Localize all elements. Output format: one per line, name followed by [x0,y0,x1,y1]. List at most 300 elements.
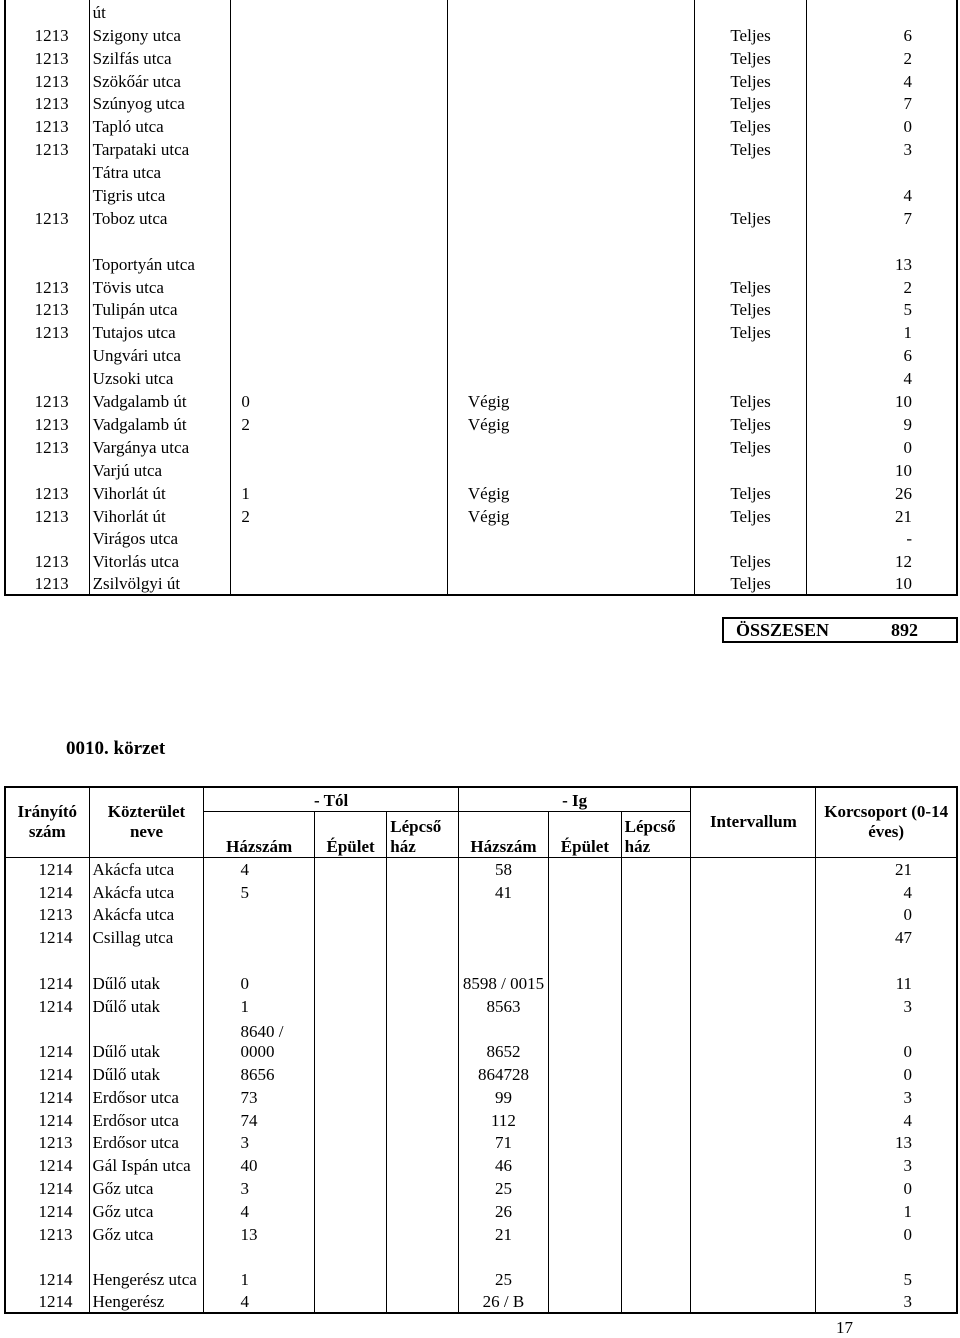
ig-lepcsohaz-cell [621,1153,691,1176]
iranyitoszam-cell: 1213 [5,137,89,160]
korcsoport-cell: 1 [806,320,957,343]
ig-lepcsohaz-cell [621,1131,691,1154]
korcsoport-cell: 3 [806,137,957,160]
kozterulet-cell: Csillag utca [89,925,204,948]
table-row [5,229,957,275]
iranyitoszam-cell: 1213 [5,903,89,926]
tol-cell [231,343,447,366]
tol-lepcsohaz-cell [387,1062,458,1085]
intervallum-cell: Teljes [695,92,806,115]
ig-cell [447,320,695,343]
kozterulet-cell: Akácfa utca [89,880,204,903]
tol-epulet-cell [314,1017,386,1063]
ig-epulet-cell [549,1108,621,1131]
kozterulet-cell: Vihorlát út [89,481,231,504]
tol-hazszam-cell [204,925,314,948]
korcsoport-cell: 5 [806,298,957,321]
intervallum-cell: Teljes [695,46,806,69]
kozterulet-cell: Hengerész [89,1290,204,1313]
ig-hazszam-cell: 58 [458,857,548,880]
korcsoport-cell: 2 [806,275,957,298]
kozterulet-cell: Vadgalamb út [89,389,231,412]
tol-epulet-cell [314,903,386,926]
kozterulet-cell: Vihorlát út [89,504,231,527]
intervallum-cell: Teljes [695,114,806,137]
kozterulet-cell: Tigris utca [89,183,231,206]
intervallum-cell [691,994,816,1017]
ig-hazszam-cell: 25 [458,1176,548,1199]
intervallum-cell [691,880,816,903]
iranyitoszam-cell: 1213 [5,206,89,229]
kozterulet-cell: Erdősor utca [89,1108,204,1131]
iranyitoszam-cell: 1213 [5,572,89,595]
kozterulet-cell: Szúnyog utca [89,92,231,115]
korcsoport-cell: 4 [806,366,957,389]
iranyitoszam-cell: 1213 [5,275,89,298]
ig-epulet-cell [549,994,621,1017]
ig-cell [447,92,695,115]
header-tol-lepcsohaz: Lépcső ház [387,811,458,857]
ig-lepcsohaz-cell [621,857,691,880]
table-row [5,504,957,527]
kozterulet-cell: Vargánya utca [89,435,231,458]
ig-cell: Végig [447,389,695,412]
intervallum-cell [691,1108,816,1131]
tol-lepcsohaz-cell [387,948,458,994]
table-row [5,23,957,46]
iranyitoszam-cell: 1213 [5,504,89,527]
iranyitoszam-cell [5,0,89,23]
korcsoport-cell: 0 [816,1176,957,1199]
ig-cell [447,206,695,229]
tol-hazszam-cell: 1 [204,994,314,1017]
intervallum-cell: Teljes [695,298,806,321]
kozterulet-cell: Vitorlás utca [89,549,231,572]
ig-cell [447,527,695,550]
table-row [5,114,957,137]
iranyitoszam-cell: 1213 [5,389,89,412]
tol-cell [231,160,447,183]
korcsoport-cell: 2 [806,46,957,69]
tol-hazszam-cell: 1 [204,1245,314,1291]
table-row [5,343,957,366]
ig-cell: Végig [447,412,695,435]
iranyitoszam-cell: 1213 [5,23,89,46]
header-intervallum: Intervallum [691,787,816,857]
table-row [5,206,957,229]
iranyitoszam-cell: 1214 [5,1199,89,1222]
tol-epulet-cell [314,1245,386,1291]
total-box [722,617,958,643]
iranyitoszam-cell: 1214 [5,1108,89,1131]
iranyitoszam-cell: 1213 [5,549,89,572]
ig-hazszam-cell: 25 [458,1245,548,1291]
table-row [5,275,957,298]
table-row [5,549,957,572]
korcsoport-cell: 6 [806,23,957,46]
intervallum-cell [691,1017,816,1063]
tol-cell [231,458,447,481]
tol-epulet-cell [314,1131,386,1154]
intervallum-cell [695,183,806,206]
ig-epulet-cell [549,1017,621,1063]
ig-epulet-cell [549,1290,621,1313]
tol-lepcsohaz-cell [387,880,458,903]
kozterulet-cell: Virágos utca [89,527,231,550]
iranyitoszam-cell: 1213 [5,1222,89,1245]
kozterulet-cell: Zsilvölgyi út [89,572,231,595]
table-row [5,0,957,23]
korcsoport-cell: 1 [816,1199,957,1222]
ig-cell [447,572,695,595]
ig-epulet-cell [549,1176,621,1199]
ig-lepcsohaz-cell [621,1199,691,1222]
ig-cell [447,160,695,183]
tol-cell [231,298,447,321]
tol-hazszam-cell: 3 [204,1131,314,1154]
table-row [5,183,957,206]
tol-lepcsohaz-cell [387,1108,458,1131]
header-kozterulet-neve: Közterület neve [89,787,204,857]
tol-lepcsohaz-cell [387,1017,458,1063]
table-row [5,46,957,69]
intervallum-cell: Teljes [695,481,806,504]
ig-cell [447,0,695,23]
ig-epulet-cell [549,1199,621,1222]
iranyitoszam-cell: 1213 [5,481,89,504]
header-ig: - Ig [458,787,691,811]
intervallum-cell: Teljes [695,320,806,343]
ig-lepcsohaz-cell [621,1290,691,1313]
intervallum-cell [691,1199,816,1222]
table-row [5,92,957,115]
tol-hazszam-cell: 5 [204,880,314,903]
intervallum-cell: Teljes [695,389,806,412]
ig-cell [447,137,695,160]
kozterulet-cell: Dűlő utak [89,1017,204,1063]
korcsoport-cell: - [806,527,957,550]
korcsoport-cell: 10 [806,458,957,481]
tol-epulet-cell [314,1176,386,1199]
iranyitoszam-cell: 1214 [5,925,89,948]
ig-hazszam-cell: 41 [458,880,548,903]
tol-cell [231,229,447,275]
ig-hazszam-cell: 21 [458,1222,548,1245]
ig-lepcsohaz-cell [621,925,691,948]
intervallum-cell [691,1290,816,1313]
district-title: 0010. körzet [66,738,166,759]
korcsoport-cell: 21 [816,857,957,880]
korcsoport-cell: 0 [816,1017,957,1063]
ig-lepcsohaz-cell [621,994,691,1017]
table-row [5,994,957,1017]
intervallum-cell [695,160,806,183]
iranyitoszam-cell: 1213 [5,298,89,321]
iranyitoszam-cell: 1213 [5,92,89,115]
kozterulet-cell: Uzsoki utca [89,366,231,389]
intervallum-cell: Teljes [695,69,806,92]
kozterulet-cell: Gőz utca [89,1199,204,1222]
tol-cell [231,206,447,229]
intervallum-cell: Teljes [695,435,806,458]
tol-cell: 2 [231,504,447,527]
ig-hazszam-cell: 8652 [458,1017,548,1063]
table-row [5,880,957,903]
tol-lepcsohaz-cell [387,1153,458,1176]
ig-hazszam-cell [458,903,548,926]
tol-epulet-cell [314,1062,386,1085]
iranyitoszam-cell [5,527,89,550]
ig-lepcsohaz-cell [621,1017,691,1063]
tol-lepcsohaz-cell [387,1290,458,1313]
intervallum-cell [695,458,806,481]
ig-cell [447,458,695,481]
tol-cell [231,320,447,343]
kozterulet-cell: Hengerész utca [89,1245,204,1291]
iranyitoszam-cell [5,183,89,206]
korcsoport-cell: 6 [806,343,957,366]
header-iranyitoszam: Irányító szám [5,787,89,857]
header-tol-epulet: Épület [314,811,386,857]
korcsoport-cell: 3 [816,1085,957,1108]
kozterulet-cell: Dűlő utak [89,948,204,994]
ig-hazszam-cell [458,925,548,948]
table-row [5,435,957,458]
korcsoport-cell: 0 [816,903,957,926]
ig-lepcsohaz-cell [621,1108,691,1131]
kozterulet-cell: Toboz utca [89,206,231,229]
iranyitoszam-cell [5,343,89,366]
kozterulet-cell: Erdősor utca [89,1131,204,1154]
intervallum-cell [695,0,806,23]
tol-epulet-cell [314,880,386,903]
korcsoport-cell: 4 [816,1108,957,1131]
tol-lepcsohaz-cell [387,1199,458,1222]
table-row [5,69,957,92]
iranyitoszam-cell [5,366,89,389]
tol-cell [231,92,447,115]
table-row [5,948,957,994]
table-row [5,458,957,481]
tol-epulet-cell [314,994,386,1017]
tol-hazszam-cell: 4 [204,1290,314,1313]
ig-lepcsohaz-cell [621,1085,691,1108]
intervallum-cell [691,1062,816,1085]
table-row [5,1131,957,1154]
table-row [5,160,957,183]
table-row [5,903,957,926]
table-row [5,481,957,504]
tol-hazszam-cell: 4 [204,857,314,880]
iranyitoszam-cell: 1214 [5,1290,89,1313]
tol-lepcsohaz-cell [387,1176,458,1199]
ig-cell [447,549,695,572]
korcsoport-cell: 47 [816,925,957,948]
tol-cell [231,0,447,23]
tol-cell [231,549,447,572]
intervallum-cell: Teljes [695,23,806,46]
ig-hazszam-cell: 99 [458,1085,548,1108]
tol-cell [231,23,447,46]
korcsoport-cell: 0 [816,1222,957,1245]
ig-hazszam-cell: 8598 / 0015 [458,948,548,994]
korcsoport-cell: 26 [806,481,957,504]
ig-lepcsohaz-cell [621,948,691,994]
tol-hazszam-cell: 73 [204,1085,314,1108]
iranyitoszam-cell [5,160,89,183]
tol-hazszam-cell: 74 [204,1108,314,1131]
intervallum-cell: Teljes [695,206,806,229]
iranyitoszam-cell: 1213 [5,435,89,458]
kozterulet-cell: Dűlő utak [89,1062,204,1085]
korcsoport-cell: 0 [806,114,957,137]
ig-epulet-cell [549,1131,621,1154]
tol-cell [231,46,447,69]
table-row [5,366,957,389]
ig-cell: Végig [447,504,695,527]
tol-epulet-cell [314,857,386,880]
kozterulet-cell: Gál Ispán utca [89,1153,204,1176]
tol-epulet-cell [314,1290,386,1313]
tol-cell [231,366,447,389]
tol-lepcsohaz-cell [387,857,458,880]
table-row [5,298,957,321]
iranyitoszam-cell: 1213 [5,1131,89,1154]
korcsoport-cell: 0 [806,435,957,458]
table-row [5,1062,957,1085]
tol-hazszam-cell: 8656 [204,1062,314,1085]
tol-cell: 0 [231,389,447,412]
ig-cell [447,343,695,366]
tol-lepcsohaz-cell [387,1131,458,1154]
intervallum-cell: Teljes [695,572,806,595]
intervallum-cell: Teljes [695,549,806,572]
header-ig-hazszam: Házszám [458,811,548,857]
header-tol: - Tól [204,787,458,811]
ig-cell [447,23,695,46]
ig-lepcsohaz-cell [621,1245,691,1291]
iranyitoszam-cell: 1214 [5,1062,89,1085]
tol-cell [231,183,447,206]
ig-hazszam-cell: 864728 [458,1062,548,1085]
kozterulet-cell: Szigony utca [89,23,231,46]
korcsoport-cell: 4 [806,183,957,206]
table-row [5,572,957,595]
district-address-table [4,786,958,1314]
intervallum-cell [691,1176,816,1199]
korcsoport-cell: 10 [806,389,957,412]
intervallum-cell [691,925,816,948]
iranyitoszam-cell: 1214 [5,857,89,880]
iranyitoszam-cell: 1214 [5,1245,89,1291]
kozterulet-cell: Ungvári utca [89,343,231,366]
kozterulet-cell: Tutajos utca [89,320,231,343]
iranyitoszam-cell: 1213 [5,320,89,343]
iranyitoszam-cell: 1213 [5,46,89,69]
intervallum-cell [691,1085,816,1108]
ig-epulet-cell [549,1062,621,1085]
kozterulet-cell: Varjú utca [89,458,231,481]
tol-lepcsohaz-cell [387,925,458,948]
header-ig-lepcsohaz: Lépcső ház [621,811,691,857]
kozterulet-cell: Szökőár utca [89,69,231,92]
ig-cell [447,435,695,458]
ig-epulet-cell [549,925,621,948]
table-row [5,1222,957,1245]
korcsoport-cell [806,0,957,23]
intervallum-cell [691,1245,816,1291]
header-ig-epulet: Épület [549,811,621,857]
ig-lepcsohaz-cell [621,880,691,903]
iranyitoszam-cell: 1213 [5,69,89,92]
ig-epulet-cell [549,1222,621,1245]
intervallum-cell [695,343,806,366]
tol-cell [231,137,447,160]
korcsoport-cell: 3 [816,994,957,1017]
kozterulet-cell: Gőz utca [89,1222,204,1245]
tol-epulet-cell [314,925,386,948]
kozterulet-cell: Tarpataki utca [89,137,231,160]
tol-hazszam-cell: 40 [204,1153,314,1176]
kozterulet-cell: Szilfás utca [89,46,231,69]
iranyitoszam-cell: 1214 [5,994,89,1017]
kozterulet-cell: út [89,0,231,23]
tol-epulet-cell [314,948,386,994]
tol-hazszam-cell: 13 [204,1222,314,1245]
tol-epulet-cell [314,1199,386,1222]
korcsoport-cell: 10 [806,572,957,595]
total-value: 892 [891,620,918,640]
kozterulet-cell: Toportyán utca [89,229,231,275]
tol-lepcsohaz-cell [387,903,458,926]
tol-hazszam-cell: 4 [204,1199,314,1222]
table-row [5,1153,957,1176]
ig-lepcsohaz-cell [621,1222,691,1245]
tol-hazszam-cell: 8640 / 0000 [204,1017,314,1063]
korcsoport-cell: 13 [816,1131,957,1154]
tol-lepcsohaz-cell [387,1085,458,1108]
ig-cell [447,46,695,69]
ig-epulet-cell [549,880,621,903]
tol-lepcsohaz-cell [387,1245,458,1291]
iranyitoszam-cell: 1214 [5,880,89,903]
page-number: 17 [836,1318,853,1337]
tol-epulet-cell [314,1222,386,1245]
tol-cell [231,114,447,137]
korcsoport-cell: 0 [816,1062,957,1085]
ig-hazszam-cell: 26 [458,1199,548,1222]
intervallum-cell [691,948,816,994]
header-korcsoport: Korcsoport (0-14 éves) [816,787,957,857]
tol-cell [231,572,447,595]
table-row [5,1085,957,1108]
ig-hazszam-cell: 26 / B [458,1290,548,1313]
intervallum-cell [691,1131,816,1154]
ig-cell [447,366,695,389]
ig-epulet-cell [549,1153,621,1176]
ig-epulet-cell [549,1085,621,1108]
ig-epulet-cell [549,857,621,880]
iranyitoszam-cell: 1214 [5,1176,89,1199]
ig-cell [447,114,695,137]
kozterulet-cell: Tátra utca [89,160,231,183]
korcsoport-cell: 7 [806,92,957,115]
tol-cell [231,275,447,298]
ig-cell [447,275,695,298]
ig-lepcsohaz-cell [621,1176,691,1199]
korcsoport-cell: 7 [806,206,957,229]
kozterulet-cell: Erdősor utca [89,1085,204,1108]
